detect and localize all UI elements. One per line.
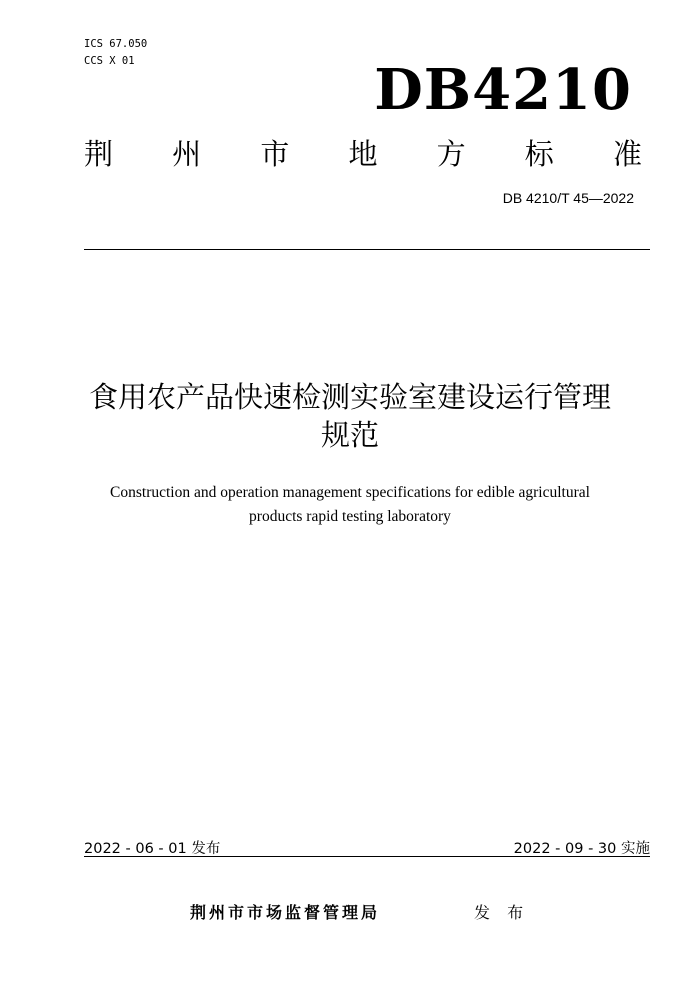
standard-type-char: 方	[436, 137, 466, 171]
standard-type-title	[84, 136, 642, 172]
classification-codes	[84, 36, 147, 70]
issuing-authority: 荆州市市场监督管理局	[190, 903, 381, 922]
db-logo: DB4210	[374, 57, 632, 123]
document-title-en	[0, 481, 700, 529]
standard-type-char: 准	[612, 137, 642, 171]
issue-word: 发 布	[474, 903, 530, 922]
standard-type-char: 市	[260, 137, 290, 171]
standard-type-char: 荆	[84, 137, 114, 171]
standard-type-char: 州	[172, 137, 202, 171]
footer-divider	[84, 856, 650, 857]
ics-code: ICS 67.050	[84, 38, 148, 50]
implement-date: 2022 - 09 - 30 实施	[513, 841, 650, 857]
title-cn-line1: 食用农产品快速检测实验室建设运行管理	[88, 380, 611, 414]
standard-type-char: 标	[524, 137, 554, 171]
header-divider	[84, 249, 650, 250]
title-en-line1: Construction and operation management specifications for edible agricultural	[110, 484, 590, 501]
standard-number: DB 4210/T 45—2022	[502, 190, 634, 206]
title-cn-line2: 规范	[320, 418, 379, 452]
document-title-cn	[0, 378, 700, 454]
standard-type-char: 地	[348, 137, 378, 171]
ccs-code: CCS X 01	[84, 55, 135, 67]
title-en-line2: products rapid testing laboratory	[249, 508, 451, 525]
publish-date: 2022 - 06 - 01 发布	[84, 841, 221, 857]
